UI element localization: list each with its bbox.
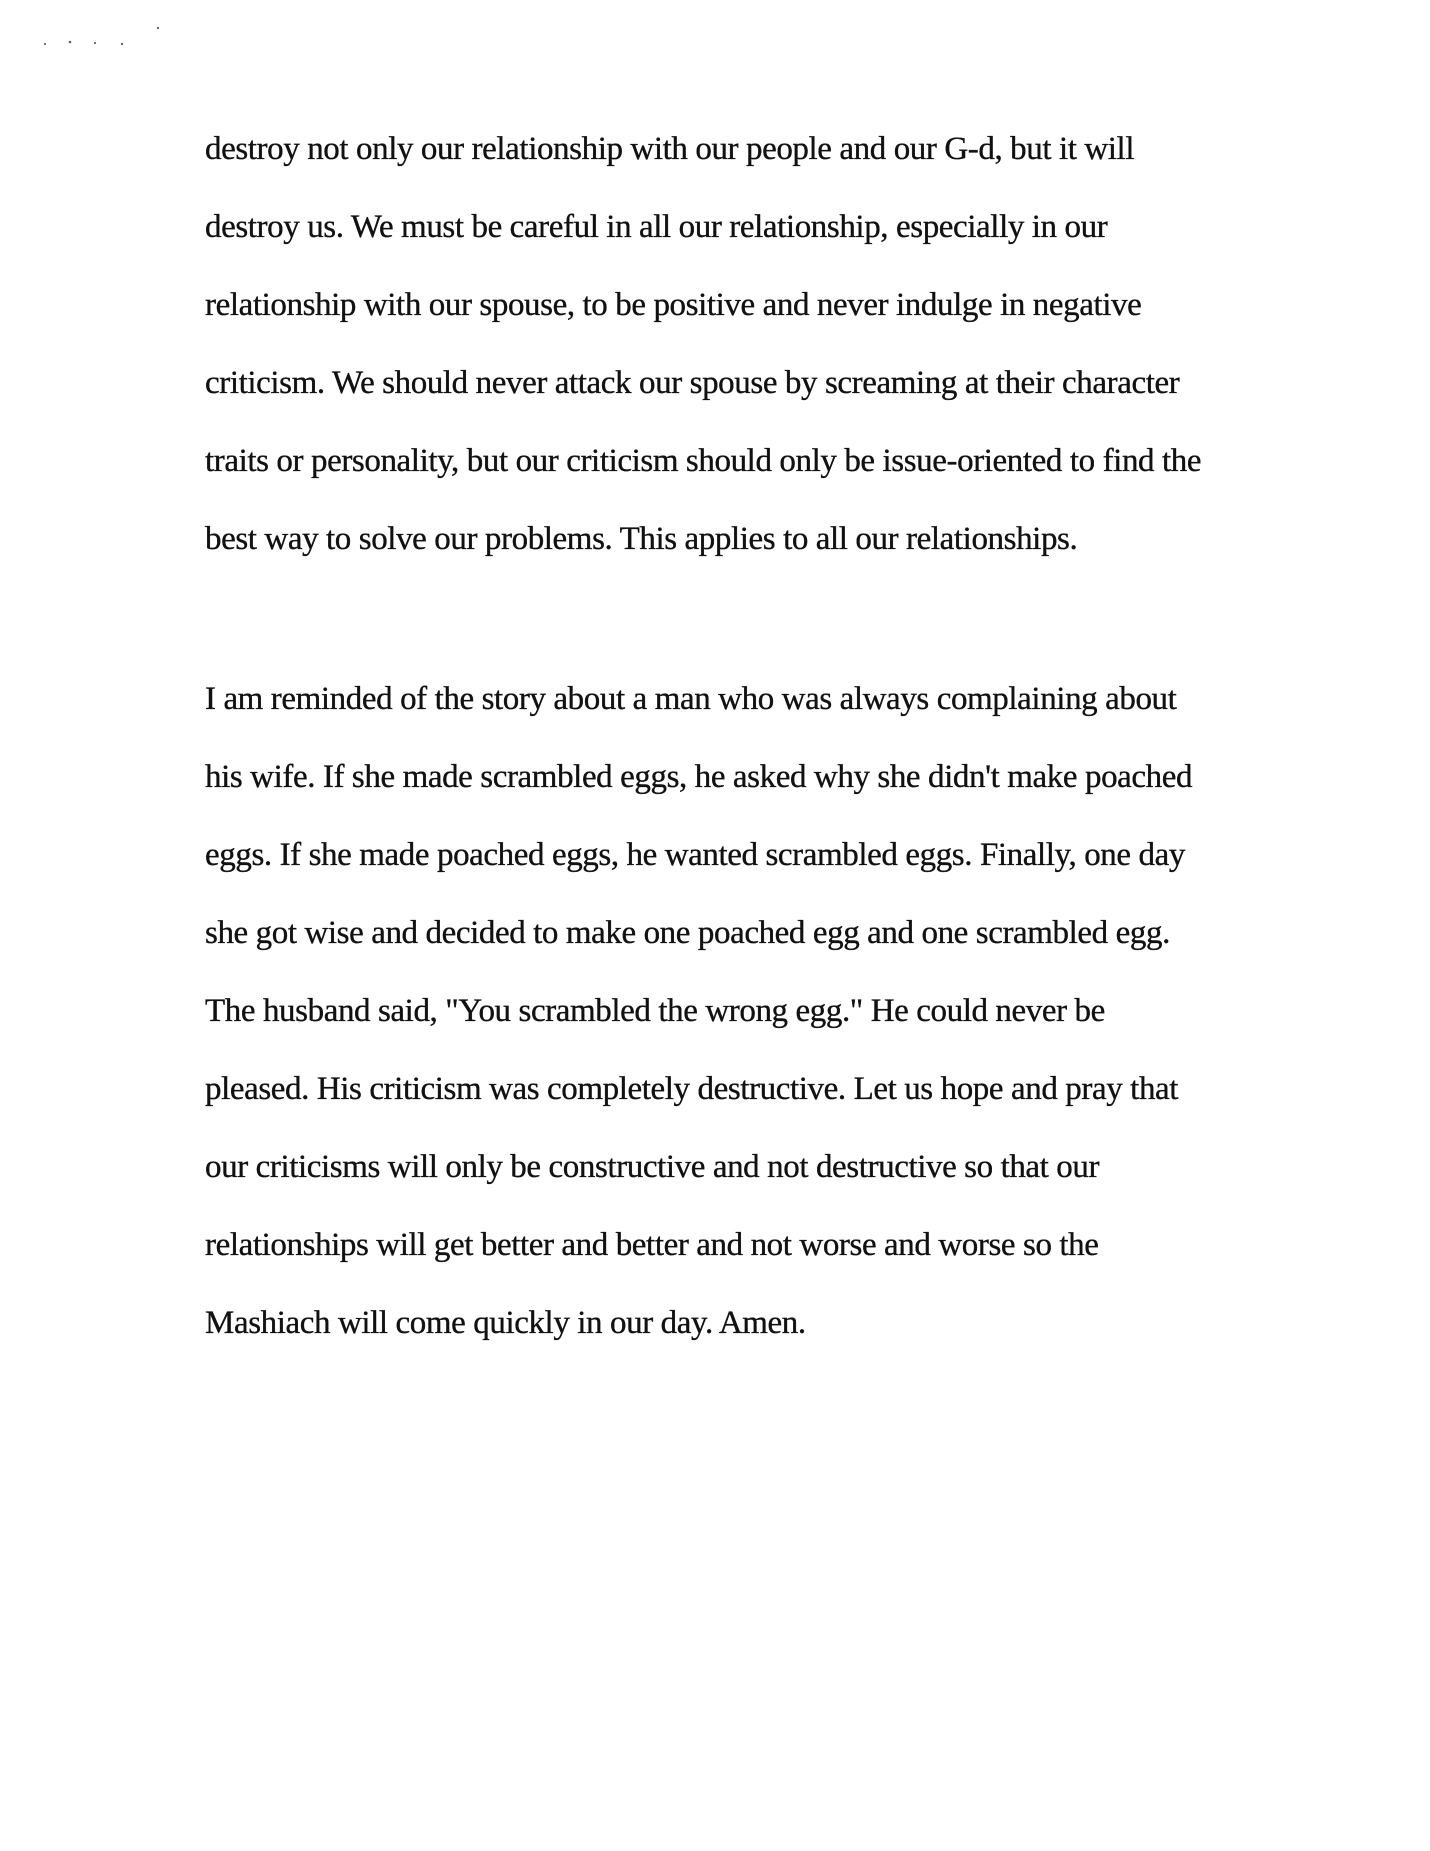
text-line: Mashiach will come quickly in our day. Amen.	[205, 1305, 806, 1341]
text-line: relationships will get better and better and not worse and worse so the	[205, 1227, 1099, 1263]
text-line: traits or personality, but our criticism should only be issue-oriented to find the	[205, 443, 1202, 479]
text-line: best way to solve our problems. This applies to all our relationships.	[205, 521, 1078, 557]
text-line: she got wise and decided to make one poached egg and one scrambled egg.	[205, 915, 1170, 951]
scan-specks	[40, 20, 170, 50]
text-line: eggs. If she made poached eggs, he wanted scrambled eggs. Finally, one day	[205, 837, 1185, 873]
text-line: pleased. His criticism was completely destructive. Let us hope and pray that	[205, 1071, 1179, 1107]
text-line: relationship with our spouse, to be positive and never indulge in negative	[205, 287, 1142, 323]
text-line: his wife. If she made scrambled eggs, he asked why she didn't make poached	[205, 759, 1193, 795]
text-line: The husband said, "You scrambled the wrong egg." He could never be	[205, 993, 1105, 1029]
text-line: destroy us. We must be careful in all our relationship, especially in our	[205, 209, 1108, 245]
text-line: criticism. We should never attack our spouse by screaming at their character	[205, 365, 1180, 401]
text-line: destroy not only our relationship with our people and our G-d, but it will	[205, 131, 1135, 167]
paragraph-2	[205, 682, 1245, 1384]
text-line: our criticisms will only be constructive and not destructive so that our	[205, 1149, 1100, 1185]
text-line: I am reminded of the story about a man who was always complaining about	[205, 681, 1177, 717]
paragraph-1	[205, 132, 1245, 600]
